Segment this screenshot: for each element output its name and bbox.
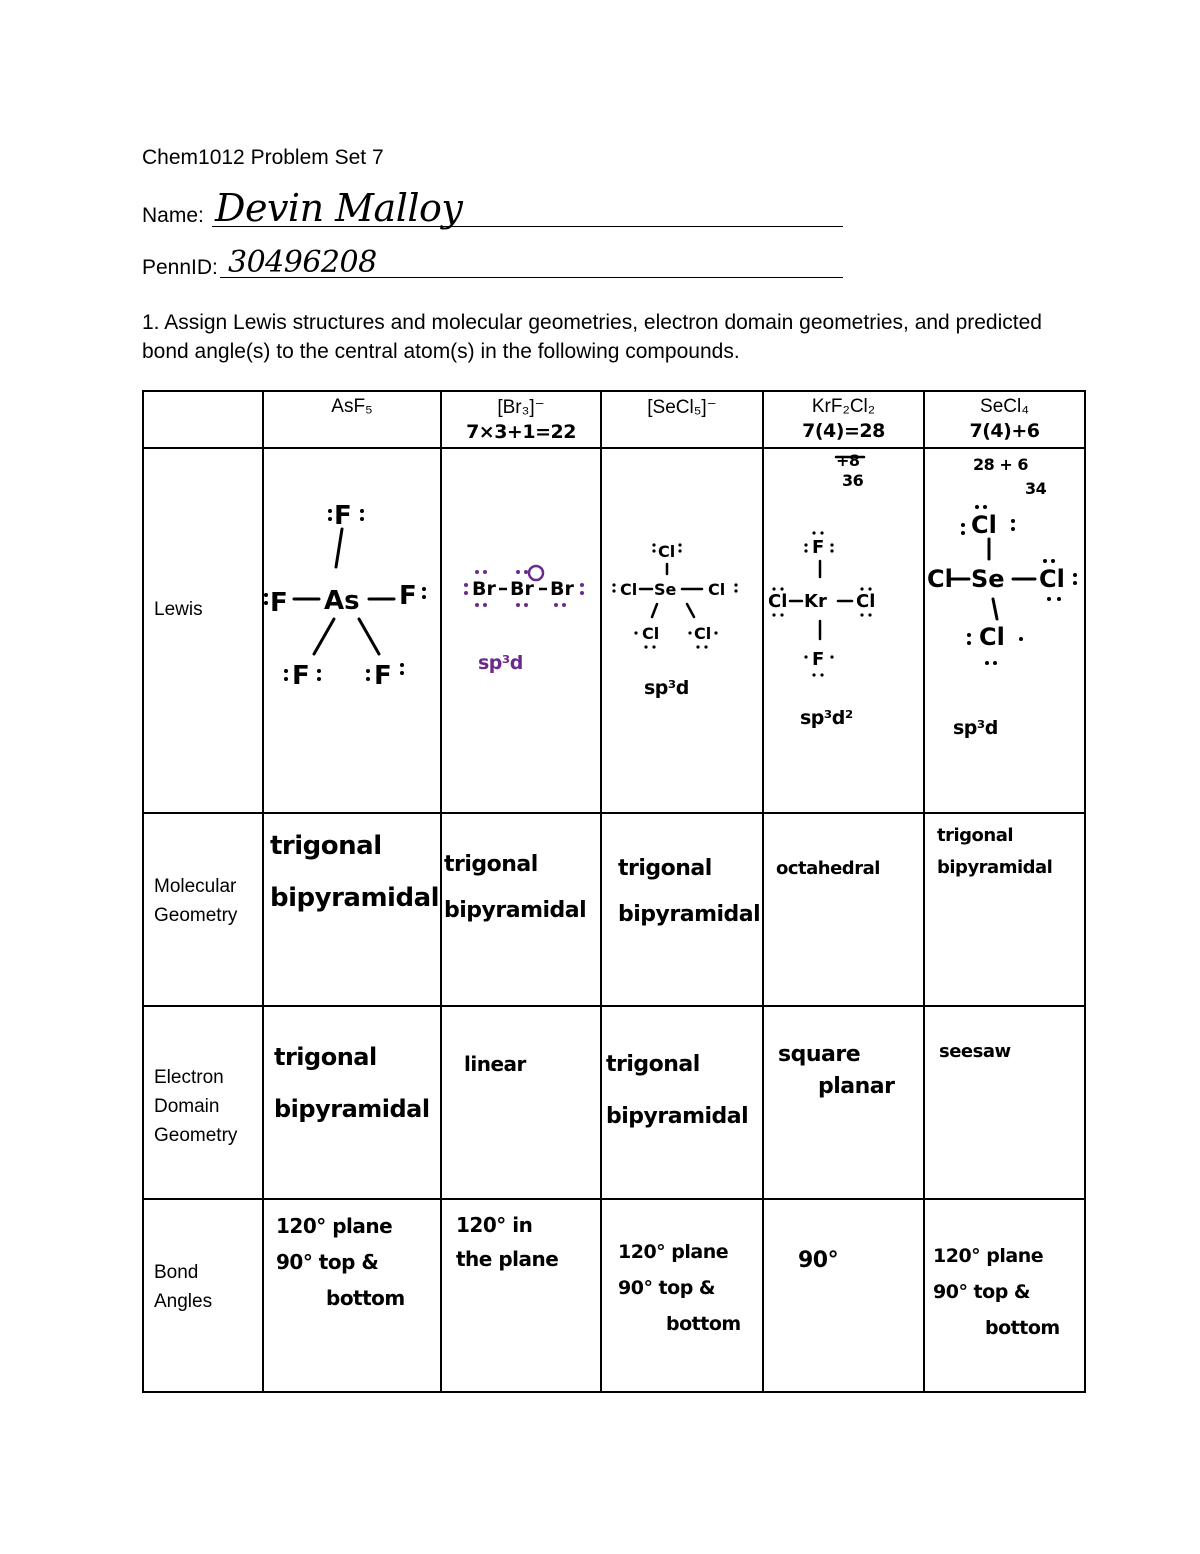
atom-label: Cl — [658, 542, 676, 561]
handwritten-answer: trigonal bipyramidal — [606, 1052, 749, 1129]
atom-label: Cl — [694, 624, 712, 643]
atom-label: Cl — [620, 580, 638, 599]
atom-label: F — [812, 649, 825, 670]
handwritten-answer: 90° — [798, 1248, 839, 1273]
atom-label: Br — [510, 578, 534, 600]
handwritten-answer: square planar — [778, 1042, 895, 1099]
atom-label: F — [334, 501, 352, 531]
header-row — [143, 391, 1085, 448]
name-handwritten-value: Devin Malloy — [215, 186, 463, 230]
column-header — [924, 391, 1085, 448]
handwritten-answer: trigonal bipyramidal — [270, 831, 440, 913]
handwritten-answer: seesaw — [939, 1041, 1011, 1062]
lewis-structure-br3 — [442, 449, 602, 812]
answer-cell — [441, 1199, 601, 1392]
hybridization-label: sp³d — [478, 652, 523, 674]
atom-label: F — [399, 581, 417, 611]
lewis-cell-secl4 — [924, 448, 1085, 813]
answer-cell — [601, 1006, 763, 1199]
hybridization-label: sp³d — [644, 677, 689, 699]
answer-cell — [441, 1006, 601, 1199]
atom-label: Cl — [979, 623, 1005, 651]
electron-sum-note: 28 + 6 — [973, 455, 1028, 474]
atom-label: Cl — [927, 565, 953, 593]
lewis-cell-asf5 — [263, 448, 441, 813]
column-header — [441, 391, 601, 448]
atom-label: Se — [654, 580, 677, 599]
lewis-cell-br3 — [441, 448, 601, 813]
answer-cell — [924, 1006, 1085, 1199]
atom-label: Br — [550, 578, 574, 600]
column-electron-count: 7×3+1=22 — [466, 421, 576, 443]
column-formula: SeCl₄ — [980, 396, 1029, 417]
atom-label: Cl — [768, 591, 788, 612]
answer-cell — [763, 1006, 924, 1199]
atom-label: Cl — [856, 591, 876, 612]
answer-cell — [924, 813, 1085, 1006]
column-formula: KrF₂Cl₂ — [811, 396, 876, 417]
atom-label: F — [374, 661, 392, 691]
pennid-handwritten-value: 30496208 — [228, 245, 377, 280]
handwritten-answer: 120° plane 90° top & bottom — [933, 1245, 1060, 1339]
answer-cell — [763, 813, 924, 1006]
atom-label: F — [812, 537, 825, 558]
lewis-structure-asf5 — [264, 449, 442, 812]
row-label-cell — [143, 448, 263, 813]
hybridization-label: sp³d² — [800, 707, 853, 729]
row-label-lewis: Lewis — [154, 599, 203, 620]
row-label-molecular-geometry: Molecular Geometry — [154, 876, 238, 926]
row-label-cell — [143, 1006, 263, 1199]
column-electron-count: 7(4)=28 — [802, 420, 885, 442]
lewis-structure-krf2cl2 — [764, 449, 925, 812]
atom-label: F — [270, 588, 288, 618]
answer-cell — [601, 813, 763, 1006]
answer-table — [142, 390, 1086, 1393]
column-header — [763, 391, 924, 448]
atom-label: As — [324, 586, 360, 616]
column-header — [601, 391, 763, 448]
answer-cell — [263, 1199, 441, 1392]
answer-cell — [441, 813, 601, 1006]
atom-label: Cl — [1039, 565, 1065, 593]
handwritten-answer: octahedral — [776, 858, 880, 879]
answer-cell — [601, 1199, 763, 1392]
atom-label: Br — [472, 578, 496, 600]
handwritten-answer: 120° plane 90° top & bottom — [276, 1214, 405, 1310]
bond-angles-row — [143, 1199, 1085, 1392]
pennid-label: PennID: — [142, 256, 218, 279]
atom-label: Cl — [642, 624, 660, 643]
electron-total-note: 34 — [1025, 479, 1047, 498]
hybridization-label: sp³d — [953, 717, 998, 739]
electron-sum-note: +8 — [836, 451, 860, 470]
handwritten-answer: trigonal bipyramidal — [618, 856, 761, 927]
row-label-bond-angles: Bond Angles — [154, 1262, 213, 1312]
lewis-structure-secl4 — [925, 449, 1086, 812]
answer-cell — [263, 813, 441, 1006]
column-header — [263, 391, 441, 448]
handwritten-answer: 120° plane 90° top & bottom — [618, 1241, 741, 1335]
handwritten-answer: trigonal bipyramidal — [937, 825, 1053, 878]
answer-cell — [763, 1199, 924, 1392]
column-electron-count: 7(4)+6 — [969, 420, 1040, 442]
handwritten-answer: trigonal bipyramidal — [274, 1043, 430, 1123]
lewis-cell-krf2cl2 — [763, 448, 924, 813]
answer-cell — [924, 1199, 1085, 1392]
formal-charge-circle — [529, 566, 543, 580]
column-formula: AsF₅ — [331, 396, 373, 417]
answer-cell — [263, 1006, 441, 1199]
molecular-geometry-row — [143, 813, 1085, 1006]
lewis-cell-secl5 — [601, 448, 763, 813]
name-label: Name: — [142, 204, 204, 227]
atom-label: Cl — [708, 580, 726, 599]
electron-total-note: 36 — [842, 471, 864, 490]
atom-label: Kr — [804, 591, 827, 612]
column-formula: [SeCl₅]⁻ — [647, 397, 717, 418]
handwritten-answer: trigonal bipyramidal — [444, 852, 587, 923]
lewis-row — [143, 448, 1085, 813]
atom-label: Se — [971, 565, 1005, 593]
corner-cell — [143, 391, 263, 448]
document-title: Chem1012 Problem Set 7 — [142, 146, 384, 169]
handwritten-answer: 120° in the plane — [456, 1213, 559, 1271]
lewis-structure-secl5 — [602, 449, 764, 812]
electron-domain-geometry-row — [143, 1006, 1085, 1199]
question-text: 1. Assign Lewis structures and molecular geometries, electron domain geometries, and predicted bond angle(s) to the central atom(s) in the following compounds. — [142, 311, 1042, 363]
handwritten-answer: linear — [464, 1052, 526, 1076]
row-label-cell — [143, 1199, 263, 1392]
row-label-electron-domain-geometry: Electron Domain Geometry — [154, 1067, 238, 1146]
atom-label: Cl — [971, 511, 997, 539]
atom-label: F — [292, 661, 310, 691]
column-formula: [Br₃]⁻ — [497, 397, 545, 418]
row-label-cell — [143, 813, 263, 1006]
